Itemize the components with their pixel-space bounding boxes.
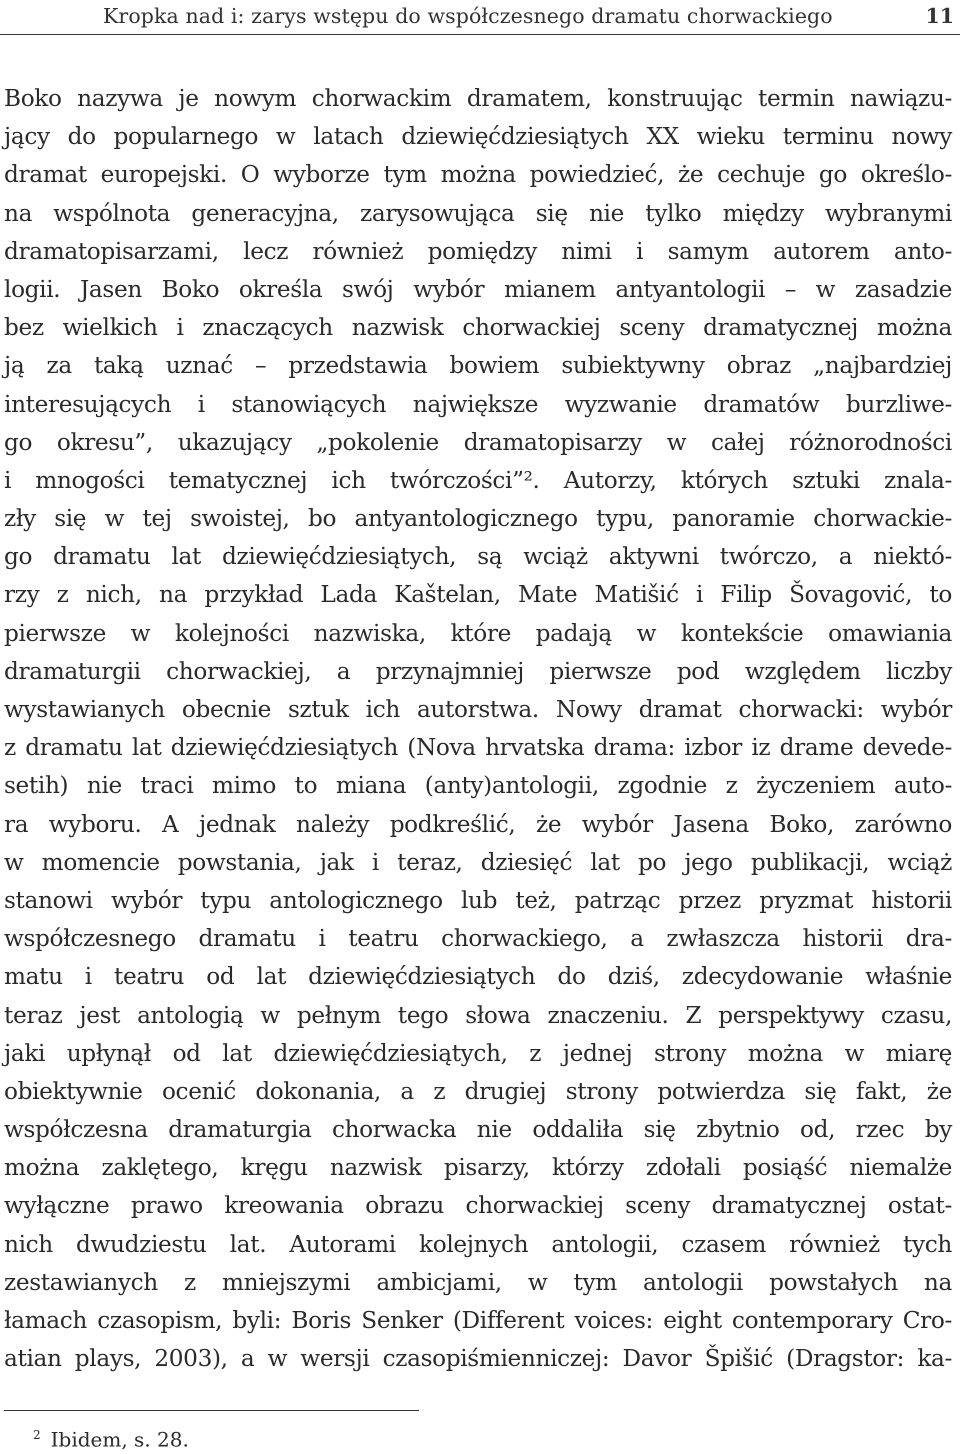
body-text [4,80,952,1378]
text-line: wyłączne prawo kreowania obrazu chorwackiej sceny dramatycznej ostat- [4,1192,952,1220]
footnote [33,1421,189,1454]
running-header [0,0,960,35]
text-line: go dramatu lat dziewięćdziesiątych, są wciąż aktywni twórczo, a niektó- [4,543,952,571]
text-line: dramatopisarzami, lecz również pomiędzy nimi i samym autorem anto- [4,237,952,265]
text-line: logii. Jasen Boko określa swój wybór mianem antyantologii – w zasadzie [4,275,952,303]
text-line: matu i teatru od lat dziewięćdziesiątych do dziś, zdecydowanie właśnie [4,963,952,991]
text-line: ją za taką uznać – przedstawia bowiem subiektywny obraz „najbardziej [4,352,952,380]
text-line: nich dwudziestu lat. Autorami kolejnych antologii, czasem również tych [4,1230,952,1258]
text-line: bez wielkich i znaczących nazwisk chorwackiej sceny dramatycznej można [4,314,952,342]
text-line: dramat europejski. O wyborze tym można powiedzieć, że cechuje go określo- [4,161,952,189]
text-line: zestawianych z mniejszymi ambicjami, w tym antologii powstałych na [4,1268,952,1296]
page-number: 11 [925,4,954,28]
text-line: obiektywnie ocenić dokonania, a z drugiej strony potwierdza się fakt, że [4,1077,952,1105]
text-line: ra wyboru. A jednak należy podkreślić, że wybór Jasena Boko, zarówno [4,810,952,838]
text-line: jaki upłynął od lat dziewięćdziesiątych, z jednej strony można w miarę [4,1039,952,1067]
text-line: z dramatu lat dziewięćdziesiątych (Nova hrvatska drama: izbor iz drame devede- [4,734,952,762]
footnote-marker: 2 [33,1428,41,1442]
text-line: można zaklętego, kręgu nazwisk pisarzy, którzy zdołali posiąść niemalże [4,1154,952,1182]
text-line: go okresu”, ukazujący „pokolenie dramatopisarzy w całej różnorodności [4,428,952,456]
text-line: jący do popularnego w latach dziewięćdziesiątych XX wieku terminu nowy [4,123,952,151]
text-line: łamach czasopism, byli: Boris Senker (Different voices: eight contemporary Cro- [4,1307,952,1334]
text-line: atian plays, 2003), a w wersji czasopiśmienniczej: Davor Špišić (Dragstor: ka- [4,1345,952,1373]
text-line: pierwsze w kolejności nazwiska, które padają w kontekście omawiania [4,619,952,647]
text-line: w momencie powstania, jak i teraz, dziesięć lat po jego publikacji, wciąż [4,848,952,876]
text-line: zły się w tej swoistej, bo antyantologicznego typu, panoramie chorwackie- [4,505,952,533]
text-line: teraz jest antologią w pełnym tego słowa znaczeniu. Z perspektywy czasu, [4,1001,952,1029]
text-line: i mnogości tematycznej ich twórczości”². Autorzy, których sztuki znala- [4,466,952,494]
running-title: Kropka nad i: zarys wstępu do współczesnego dramatu chorwackiego [103,4,833,28]
text-line: na wspólnota generacyjna, zarysowująca się nie tylko między wybranymi [4,199,952,227]
text-line: rzy z nich, na przykład Lada Kaštelan, Mate Matišić i Filip Šovagović, to [4,581,952,609]
text-line: setih) nie traci mimo to miana (anty)antologii, zgodnie z życzeniem auto- [4,772,952,800]
text-line: współczesnego dramatu i teatru chorwackiego, a zwłaszcza historii dra- [4,925,952,953]
text-line: wystawianych obecnie sztuk ich autorstwa. Nowy dramat chorwacki: wybór [4,696,952,723]
text-line: współczesna dramaturgia chorwacka nie oddaliła się zbytnio od, rzec by [4,1116,952,1144]
text-line: dramaturgii chorwackiej, a przynajmniej pierwsze pod względem liczby [4,657,952,685]
text-line: stanowi wybór typu antologicznego lub też, patrząc przez pryzmat historii [4,886,952,914]
footnote-divider [4,1410,419,1411]
text-line: interesujących i stanowiących największe wyzwanie dramatów burzliwe- [4,390,952,418]
footnote-text: Ibidem, s. 28. [50,1427,189,1452]
text-line: Boko nazywa je nowym chorwackim dramatem, konstruując termin nawiązu- [4,85,952,112]
